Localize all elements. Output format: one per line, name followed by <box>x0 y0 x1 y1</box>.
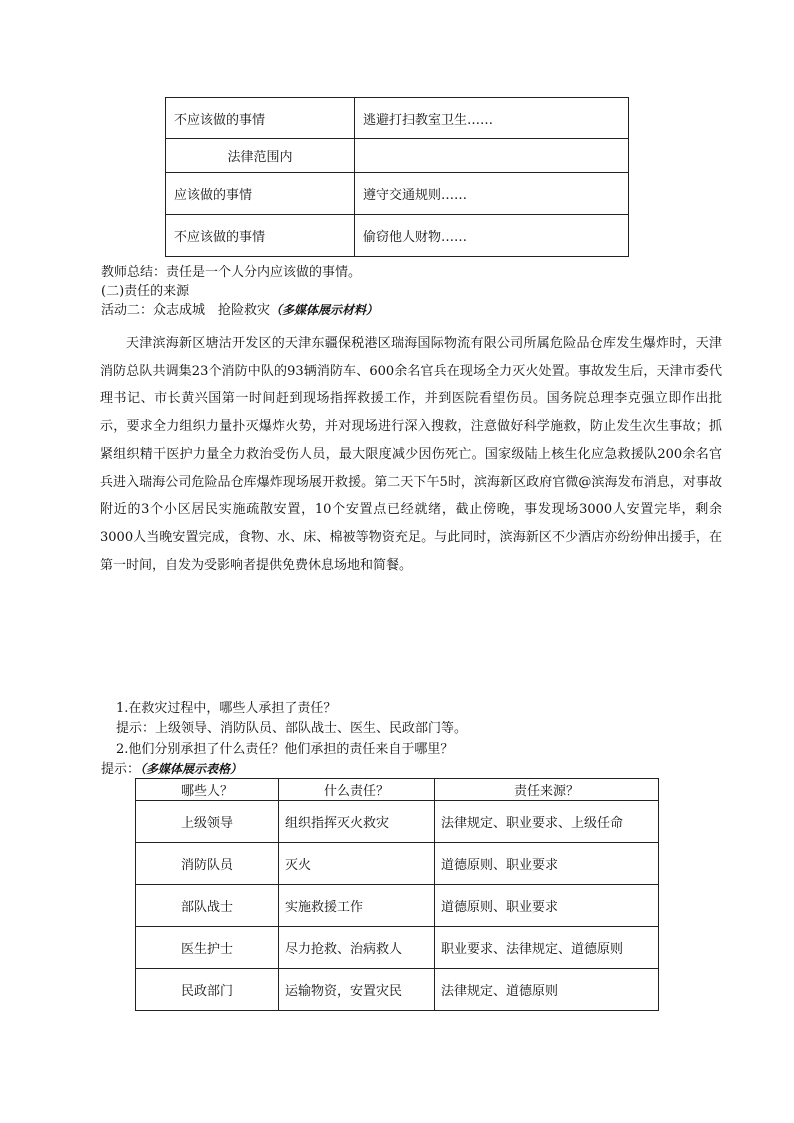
table-row <box>136 969 659 1011</box>
activity-prefix: 活动二：众志成城 抢险救灾 <box>101 303 271 318</box>
activity-title <box>101 299 378 318</box>
question-2: 2.他们分别承担了什么责任？他们承担的责任来自于哪里？ <box>116 742 454 757</box>
table-cell: 道德原则、职业要求 <box>435 885 659 927</box>
hint-2 <box>101 758 242 777</box>
hint-1: 提示：上级领导、消防队员、部队战士、医生、民政部门等。 <box>116 721 468 736</box>
table-row <box>136 801 659 843</box>
responsibility-source-table <box>135 778 659 1011</box>
table-header-row <box>136 779 659 801</box>
table-row <box>166 139 629 173</box>
table-cell: 医生护士 <box>136 927 279 969</box>
table-cell: 不应该做的事情 <box>166 215 355 257</box>
hint-2-prefix: 提示： <box>101 762 141 777</box>
header-source: 责任来源？ <box>435 779 659 801</box>
activity-note: （多媒体展示材料） <box>270 303 379 317</box>
table-cell: 道德原则、职业要求 <box>435 843 659 885</box>
header-who: 哪些人？ <box>136 779 279 801</box>
table-cell: 尽力抢救、治病救人 <box>279 927 435 969</box>
table-row <box>166 98 629 139</box>
responsibility-examples-table <box>165 97 629 257</box>
table-row <box>166 173 629 215</box>
hint-2-note: （多媒体展示表格） <box>140 762 243 776</box>
table-row <box>136 885 659 927</box>
table-cell: 上级领导 <box>136 801 279 843</box>
table-cell: 偷窃他人财物…… <box>355 215 629 257</box>
table-row <box>136 843 659 885</box>
table-cell: 法律规定、职业要求、上级任命 <box>435 801 659 843</box>
table-cell: 法律规定、道德原则 <box>435 969 659 1011</box>
table-cell <box>355 139 629 173</box>
table-cell: 部队战士 <box>136 885 279 927</box>
table-row <box>136 927 659 969</box>
question-1: 1.在救灾过程中，哪些人承担了责任？ <box>116 701 337 716</box>
table-cell: 逃避打扫教室卫生…… <box>355 98 629 139</box>
table-cell: 消防队员 <box>136 843 279 885</box>
table-cell: 应该做的事情 <box>166 173 355 215</box>
table-cell: 遵守交通规则…… <box>355 173 629 215</box>
section-heading: (二)责任的来源 <box>101 284 190 299</box>
table-cell: 不应该做的事情 <box>166 98 355 139</box>
table-cell: 民政部门 <box>136 969 279 1011</box>
table-cell: 运输物资，安置灾民 <box>279 969 435 1011</box>
table-cell: 法律范围内 <box>166 139 355 173</box>
header-what: 什么责任？ <box>279 779 435 801</box>
table-row <box>166 215 629 257</box>
table-cell: 职业要求、法律规定、道德原则 <box>435 927 659 969</box>
teacher-summary: 教师总结：责任是一个人分内应该做的事情。 <box>101 265 362 280</box>
case-paragraph: 天津滨海新区塘沽开发区的天津东疆保税港区瑞海国际物流有限公司所属危险品仓库发生爆炸时，天津消防总队共调集23个消防中队的93辆消防车、600余名官兵在现场全力灭火处置。事故发生后，天津市委代理书记、市长黄兴国第一时间赶到现场指挥救援工作，并到医院看望伤员。国务院总理李克强立即作出批示，要求全力组织力量扑灭爆炸火势，并对现场进行深入搜救，注意做好科学施救，防止发生次生事故；抓紧组织精干医护力量全力救治受伤人员，最大限度减少因伤死亡。国家级陆上核生化应急救援队200余名官兵进入瑞海公司危险品仓库爆炸现场展开救援。第二天下午5时，滨海新区政府官微@滨海发布消息，对事故附近的3个小区居民实施疏散安置，10个安置点已经就绪，截止傍晚，事发现场3000人安置完毕，剩余3000人当晚安置完成，食物、水、床、棉被等物资充足。与此同时，滨海新区不少酒店亦纷纷伸出援手，在第一时间，自发为受影响者提供免费休息场地和简餐。 <box>100 336 722 573</box>
table-cell: 组织指挥灭火救灾 <box>279 801 435 843</box>
table-cell: 实施救援工作 <box>279 885 435 927</box>
table-cell: 灭火 <box>279 843 435 885</box>
